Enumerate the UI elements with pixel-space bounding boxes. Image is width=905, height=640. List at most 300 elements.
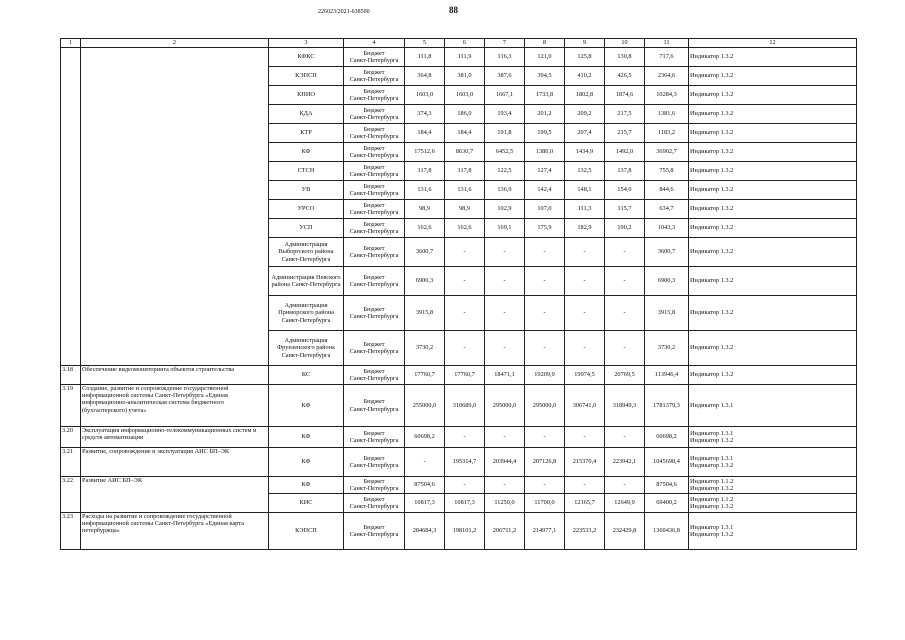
column-header: 8 xyxy=(525,39,565,48)
amount-cell: 122,5 xyxy=(485,162,525,181)
amount-cell: 2364,6 xyxy=(645,67,689,86)
amount-cell: 190,2 xyxy=(605,219,645,238)
funding-source-cell xyxy=(344,200,405,219)
funding-source-cell xyxy=(344,513,405,550)
funding-source-line: Санкт-Петербурга xyxy=(349,313,399,320)
funding-source-line: Бюджет xyxy=(363,367,385,375)
executor-cell: КФКС xyxy=(269,48,344,67)
funding-source-line: Бюджет xyxy=(363,144,385,152)
table-row xyxy=(61,427,857,448)
amount-cell: - xyxy=(445,427,485,448)
amount-cell: 116,3 xyxy=(485,48,525,67)
indicator-cell xyxy=(689,143,857,162)
column-header: 7 xyxy=(485,39,525,48)
amount-cell: - xyxy=(565,477,605,494)
page-number: 88 xyxy=(449,5,458,15)
amount-cell: - xyxy=(525,477,565,494)
executor-cell: УРСО xyxy=(269,200,344,219)
indicator-line: Индикатор 1.3.2 xyxy=(690,167,734,175)
funding-source-line: Санкт-Петербурга xyxy=(349,152,399,159)
item-number-cell: 3.21 xyxy=(61,448,81,477)
amount-cell: 1043,3 xyxy=(645,219,689,238)
executor-cell: КДА xyxy=(269,105,344,124)
indicator-cell xyxy=(689,181,857,200)
executor-cell: КФ xyxy=(269,448,344,477)
amount-cell: 6452,5 xyxy=(485,143,525,162)
funding-source-cell xyxy=(344,385,405,427)
amount-cell: 6900,3 xyxy=(405,267,445,296)
funding-source-line: Бюджет xyxy=(363,398,385,406)
indicator-line: Индикатор 1.3.2 xyxy=(690,248,734,256)
amount-cell: 1781379,3 xyxy=(645,385,689,427)
column-header: 10 xyxy=(605,39,645,48)
item-name-cell: Развитие, сопровождение и эксплуатация АИС БП–ЭК xyxy=(81,448,269,477)
amount-cell: 10817,3 xyxy=(445,494,485,513)
executor-cell: КЭПСП xyxy=(269,513,344,550)
amount-cell: 1434,9 xyxy=(565,143,605,162)
indicator-line: Индикатор 1.3.2 xyxy=(690,72,734,80)
amount-cell: 206711,2 xyxy=(485,513,525,550)
amount-cell: 387,6 xyxy=(485,67,525,86)
indicator-line: Индикатор 1.3.1 xyxy=(690,523,734,531)
amount-cell: 1733,8 xyxy=(525,86,565,105)
funding-source-cell xyxy=(344,105,405,124)
executor-cell: КЭПСП xyxy=(269,67,344,86)
amount-cell: 132,5 xyxy=(565,162,605,181)
indicator-cell xyxy=(689,200,857,219)
funding-source-line: Санкт-Петербурга xyxy=(349,437,399,444)
amount-cell: - xyxy=(485,296,525,331)
amount-cell: 10817,3 xyxy=(405,494,445,513)
funding-source-line: Бюджет xyxy=(363,68,385,76)
amount-cell: 364,8 xyxy=(405,67,445,86)
amount-cell: 717,6 xyxy=(645,48,689,67)
amount-cell: 1381,6 xyxy=(645,105,689,124)
amount-cell: - xyxy=(445,331,485,366)
funding-source-line: Санкт-Петербурга xyxy=(349,348,399,355)
executor-cell: КТР xyxy=(269,124,344,143)
amount-cell: 3915,8 xyxy=(645,296,689,331)
amount-cell: 19974,5 xyxy=(565,366,605,385)
amount-cell: 148,1 xyxy=(565,181,605,200)
indicator-cell xyxy=(689,219,857,238)
amount-cell: 191,8 xyxy=(485,124,525,143)
amount-cell: 142,4 xyxy=(525,181,565,200)
funding-source-line: Санкт-Петербурга xyxy=(349,114,399,121)
amount-cell: 154,0 xyxy=(605,181,645,200)
funding-source-line: Бюджет xyxy=(363,106,385,114)
amount-cell: 394,5 xyxy=(525,67,565,86)
funding-source-line: Бюджет xyxy=(363,201,385,209)
amount-cell: 255000,0 xyxy=(405,385,445,427)
amount-cell: 1380,0 xyxy=(525,143,565,162)
column-number-row xyxy=(61,39,857,48)
indicator-cell xyxy=(689,124,857,143)
indicator-line: Индикатор 1.3.2 xyxy=(690,462,734,469)
indicator-line: Индикатор 1.1.2 xyxy=(690,495,734,503)
amount-cell: 98,9 xyxy=(445,200,485,219)
executor-cell: КФ xyxy=(269,477,344,494)
amount-cell: 11250,0 xyxy=(485,494,525,513)
item-name-cell: Создание, развитие и сопровождение государственной информационной системы Санкт-Петербурга «Единая информационно-аналитическая система бюджетного (бухгалтерского) учета» xyxy=(81,385,269,427)
amount-cell: 19209,9 xyxy=(525,366,565,385)
amount-cell: 410,2 xyxy=(565,67,605,86)
amount-cell: 8630,7 xyxy=(445,143,485,162)
amount-cell: 755,8 xyxy=(645,162,689,181)
amount-cell: 10284,3 xyxy=(645,86,689,105)
indicator-cell xyxy=(689,366,857,385)
funding-source-line: Бюджет xyxy=(363,495,385,503)
amount-cell: 223533,2 xyxy=(565,513,605,550)
executor-cell: Администрация Приморского района Санкт-Петербурга xyxy=(269,296,344,331)
funding-source-line: Санкт-Петербурга xyxy=(349,531,399,538)
funding-source-cell xyxy=(344,143,405,162)
amount-cell: - xyxy=(525,427,565,448)
amount-cell: - xyxy=(565,296,605,331)
funding-source-line: Бюджет xyxy=(363,273,385,281)
funding-source-cell xyxy=(344,448,405,477)
indicator-line: Индикатор 1.3.2 xyxy=(690,309,734,317)
amount-cell: 87504,6 xyxy=(645,477,689,494)
amount-cell: - xyxy=(405,448,445,477)
funding-source-cell xyxy=(344,67,405,86)
executor-cell: СТСН xyxy=(269,162,344,181)
amount-cell: 195314,7 xyxy=(445,448,485,477)
funding-source-cell xyxy=(344,124,405,143)
indicator-line: Индикатор 1.3.2 xyxy=(690,277,734,285)
funding-source-cell xyxy=(344,331,405,366)
amount-cell: 3600,7 xyxy=(645,238,689,267)
indicator-line: Индикатор 1.3.2 xyxy=(690,437,734,444)
amount-cell: 6900,3 xyxy=(645,267,689,296)
funding-source-cell xyxy=(344,477,405,494)
funding-source-cell xyxy=(344,267,405,296)
indicator-line: Индикатор 1.3.1 xyxy=(690,429,734,437)
amount-cell: - xyxy=(525,267,565,296)
amount-cell: 1603,0 xyxy=(445,86,485,105)
amount-cell: - xyxy=(605,296,645,331)
funding-source-line: Санкт-Петербурга xyxy=(349,252,399,259)
column-header: 6 xyxy=(445,39,485,48)
amount-cell: 162,6 xyxy=(445,219,485,238)
amount-cell: 136,9 xyxy=(485,181,525,200)
item-number-cell: 3.23 xyxy=(61,513,81,550)
funding-source-cell xyxy=(344,86,405,105)
amount-cell: - xyxy=(605,267,645,296)
funding-source-line: Санкт-Петербурга xyxy=(349,190,399,197)
amount-cell: 310689,0 xyxy=(445,385,485,427)
indicator-cell xyxy=(689,385,857,427)
amount-cell: - xyxy=(485,477,525,494)
amount-cell: 184,4 xyxy=(405,124,445,143)
amount-cell: - xyxy=(445,238,485,267)
amount-cell: 60698,2 xyxy=(645,427,689,448)
indicator-cell xyxy=(689,331,857,366)
funding-source-line: Бюджет xyxy=(363,244,385,252)
column-header: 4 xyxy=(344,39,405,48)
funding-source-line: Санкт-Петербурга xyxy=(349,209,399,216)
amount-cell: 3600,7 xyxy=(405,238,445,267)
amount-cell: 12165,7 xyxy=(565,494,605,513)
funding-source-line: Бюджет xyxy=(363,49,385,57)
funding-source-line: Санкт-Петербурга xyxy=(349,171,399,178)
funding-source-line: Бюджет xyxy=(363,477,385,485)
amount-cell: - xyxy=(565,427,605,448)
document-id: 226023/2021-638500 xyxy=(318,9,370,15)
amount-cell: 131,6 xyxy=(405,181,445,200)
funding-source-line: Санкт-Петербурга xyxy=(349,503,399,510)
amount-cell: 17512,6 xyxy=(405,143,445,162)
indicator-cell xyxy=(689,162,857,181)
amount-cell: 3730,2 xyxy=(645,331,689,366)
amount-cell: 217,5 xyxy=(605,105,645,124)
item-number-cell xyxy=(61,48,81,366)
amount-cell: 201,2 xyxy=(525,105,565,124)
indicator-cell xyxy=(689,448,857,477)
funding-source-line: Бюджет xyxy=(363,523,385,531)
amount-cell: 634,7 xyxy=(645,200,689,219)
item-name-cell: Развитие АИС БП–ЭК xyxy=(81,477,269,513)
funding-source-line: Санкт-Петербурга xyxy=(349,133,399,140)
executor-cell: КНИО xyxy=(269,86,344,105)
amount-cell: - xyxy=(605,331,645,366)
amount-cell: 207126,8 xyxy=(525,448,565,477)
column-header: 9 xyxy=(565,39,605,48)
amount-cell: - xyxy=(485,331,525,366)
amount-cell: 1874,6 xyxy=(605,86,645,105)
column-header: 5 xyxy=(405,39,445,48)
indicator-line: Индикатор 1.3.2 xyxy=(690,344,734,352)
amount-cell: 111,8 xyxy=(405,48,445,67)
amount-cell: - xyxy=(565,238,605,267)
amount-cell: 318949,3 xyxy=(605,385,645,427)
funding-source-line: Бюджет xyxy=(363,429,385,437)
funding-source-cell xyxy=(344,427,405,448)
column-header: 12 xyxy=(689,39,857,48)
funding-source-line: Санкт-Петербурга xyxy=(349,57,399,64)
indicator-line: Индикатор 1.3.2 xyxy=(690,186,734,194)
executor-cell: Администрация Фрунзенского района Санкт-Петербурга xyxy=(269,331,344,366)
amount-cell: - xyxy=(605,427,645,448)
item-number-cell: 3.18 xyxy=(61,366,81,385)
amount-cell: 199,5 xyxy=(525,124,565,143)
amount-cell: 374,3 xyxy=(405,105,445,124)
amount-cell: 381,0 xyxy=(445,67,485,86)
indicator-line: Индикатор 1.3.2 xyxy=(690,205,734,213)
amount-cell: 175,9 xyxy=(525,219,565,238)
amount-cell: 36902,7 xyxy=(645,143,689,162)
executor-cell: КФ xyxy=(269,143,344,162)
amount-cell: 184,4 xyxy=(445,124,485,143)
executor-cell: КФ xyxy=(269,385,344,427)
indicator-line: Индикатор 1.1.2 xyxy=(690,477,734,485)
executor-cell: КФ xyxy=(269,427,344,448)
funding-source-line: Санкт-Петербурга xyxy=(349,405,399,413)
amount-cell: - xyxy=(525,331,565,366)
funding-source-line: Санкт-Петербурга xyxy=(349,485,399,492)
indicator-cell xyxy=(689,494,857,513)
amount-cell: 17760,7 xyxy=(445,366,485,385)
amount-cell: - xyxy=(605,477,645,494)
funding-source-line: Бюджет xyxy=(363,340,385,348)
funding-source-line: Бюджет xyxy=(363,87,385,95)
amount-cell: 215,7 xyxy=(605,124,645,143)
indicator-line: Индикатор 1.3.2 xyxy=(690,224,734,232)
amount-cell: 209,2 xyxy=(565,105,605,124)
amount-cell: 102,9 xyxy=(485,200,525,219)
table-row xyxy=(61,48,857,67)
funding-source-line: Бюджет xyxy=(363,220,385,228)
amount-cell: 3915,8 xyxy=(405,296,445,331)
column-header: 3 xyxy=(269,39,344,48)
amount-cell: 111,3 xyxy=(565,200,605,219)
indicator-line: Индикатор 1.3.2 xyxy=(690,531,734,538)
amount-cell: 98,9 xyxy=(405,200,445,219)
indicator-line: Индикатор 1.3.2 xyxy=(690,148,734,156)
funding-source-line: Бюджет xyxy=(363,182,385,190)
amount-cell: 107,0 xyxy=(525,200,565,219)
amount-cell: 121,0 xyxy=(525,48,565,67)
executor-cell: КИС xyxy=(269,494,344,513)
table-row xyxy=(61,477,857,494)
amount-cell: - xyxy=(485,427,525,448)
amount-cell: 162,6 xyxy=(405,219,445,238)
amount-cell: 215370,4 xyxy=(565,448,605,477)
amount-cell: 1802,8 xyxy=(565,86,605,105)
amount-cell: - xyxy=(445,296,485,331)
funding-source-line: Санкт-Петербурга xyxy=(349,375,399,382)
table-row xyxy=(61,366,857,385)
amount-cell: - xyxy=(565,267,605,296)
funding-source-cell xyxy=(344,219,405,238)
funding-source-line: Санкт-Петербурга xyxy=(349,76,399,83)
funding-source-line: Санкт-Петербурга xyxy=(349,95,399,102)
amount-cell: 844,6 xyxy=(645,181,689,200)
amount-cell: 1667,1 xyxy=(485,86,525,105)
amount-cell: 1045698,4 xyxy=(645,448,689,477)
amount-cell: 186,0 xyxy=(445,105,485,124)
funding-source-cell xyxy=(344,238,405,267)
indicator-line: Индикатор 1.3.2 xyxy=(690,129,734,137)
funding-source-line: Санкт-Петербурга xyxy=(349,281,399,288)
indicator-line: Индикатор 1.3.2 xyxy=(690,371,734,379)
item-name-cell: Обеспечение видеомониторинга объектов строительства xyxy=(81,366,269,385)
executor-cell: КС xyxy=(269,366,344,385)
amount-cell: 111,9 xyxy=(445,48,485,67)
funding-source-line: Санкт-Петербурга xyxy=(349,462,399,469)
table-row xyxy=(61,513,857,550)
funding-source-line: Санкт-Петербурга xyxy=(349,228,399,235)
indicator-line: Индикатор 1.3.2 xyxy=(690,53,734,61)
amount-cell: 127,4 xyxy=(525,162,565,181)
amount-cell: 12649,9 xyxy=(605,494,645,513)
amount-cell: 20769,5 xyxy=(605,366,645,385)
funding-source-line: Бюджет xyxy=(363,305,385,313)
column-header: 2 xyxy=(81,39,269,48)
amount-cell: 232429,8 xyxy=(605,513,645,550)
indicator-cell xyxy=(689,296,857,331)
funding-source-cell xyxy=(344,494,405,513)
funding-source-line: Бюджет xyxy=(363,163,385,171)
amount-cell: 426,5 xyxy=(605,67,645,86)
indicator-cell xyxy=(689,238,857,267)
item-number-cell: 3.19 xyxy=(61,385,81,427)
indicator-line: Индикатор 1.3.2 xyxy=(690,485,734,492)
table-row xyxy=(61,385,857,427)
amount-cell: 1183,2 xyxy=(645,124,689,143)
amount-cell: 169,1 xyxy=(485,219,525,238)
indicator-line: Индикатор 1.3.1 xyxy=(690,454,734,462)
executor-cell: УВ xyxy=(269,181,344,200)
amount-cell: 223942,1 xyxy=(605,448,645,477)
amount-cell: 115,7 xyxy=(605,200,645,219)
amount-cell: - xyxy=(485,238,525,267)
indicator-cell xyxy=(689,267,857,296)
indicator-line: Индикатор 1.3.2 xyxy=(690,503,734,510)
budget-table xyxy=(60,38,857,550)
amount-cell: 18471,1 xyxy=(485,366,525,385)
amount-cell: 207,4 xyxy=(565,124,605,143)
amount-cell: 295000,0 xyxy=(485,385,525,427)
indicator-cell xyxy=(689,67,857,86)
indicator-cell xyxy=(689,48,857,67)
amount-cell: 198101,2 xyxy=(445,513,485,550)
amount-cell: 295000,0 xyxy=(525,385,565,427)
table-row xyxy=(61,448,857,477)
amount-cell: 284684,3 xyxy=(405,513,445,550)
indicator-cell xyxy=(689,86,857,105)
amount-cell: 203944,4 xyxy=(485,448,525,477)
funding-source-cell xyxy=(344,181,405,200)
funding-source-cell xyxy=(344,366,405,385)
amount-cell: 130,8 xyxy=(605,48,645,67)
amount-cell: 182,9 xyxy=(565,219,605,238)
funding-source-cell xyxy=(344,48,405,67)
amount-cell: - xyxy=(525,238,565,267)
item-name-cell: Расходы на развитие и сопровождение государственной информационной системы Санкт-Петербурга «Единая карта петербуржца» xyxy=(81,513,269,550)
column-header: 1 xyxy=(61,39,81,48)
amount-cell: 3730,2 xyxy=(405,331,445,366)
amount-cell: - xyxy=(525,296,565,331)
amount-cell: 1603,0 xyxy=(405,86,445,105)
page-header xyxy=(0,5,905,23)
funding-source-cell xyxy=(344,162,405,181)
indicator-line: Индикатор 1.3.2 xyxy=(690,110,734,118)
executor-cell: Администрация Невского района Санкт-Петербурга xyxy=(269,267,344,296)
amount-cell: 137,8 xyxy=(605,162,645,181)
amount-cell: 1492,0 xyxy=(605,143,645,162)
amount-cell: 17760,7 xyxy=(405,366,445,385)
executor-cell: УСП xyxy=(269,219,344,238)
amount-cell: - xyxy=(485,267,525,296)
funding-source-cell xyxy=(344,296,405,331)
amount-cell: 131,6 xyxy=(445,181,485,200)
amount-cell: 214977,1 xyxy=(525,513,565,550)
amount-cell: - xyxy=(565,331,605,366)
amount-cell: 117,8 xyxy=(405,162,445,181)
item-number-cell: 3.22 xyxy=(61,477,81,513)
amount-cell: - xyxy=(605,238,645,267)
amount-cell: 306741,0 xyxy=(565,385,605,427)
amount-cell: 87504,6 xyxy=(405,477,445,494)
item-number-cell: 3.20 xyxy=(61,427,81,448)
amount-cell: 125,8 xyxy=(565,48,605,67)
item-name-cell xyxy=(81,48,269,366)
amount-cell: 1360436,8 xyxy=(645,513,689,550)
indicator-line: Индикатор 1.3.1 xyxy=(690,401,734,409)
indicator-cell xyxy=(689,105,857,124)
funding-source-line: Бюджет xyxy=(363,125,385,133)
